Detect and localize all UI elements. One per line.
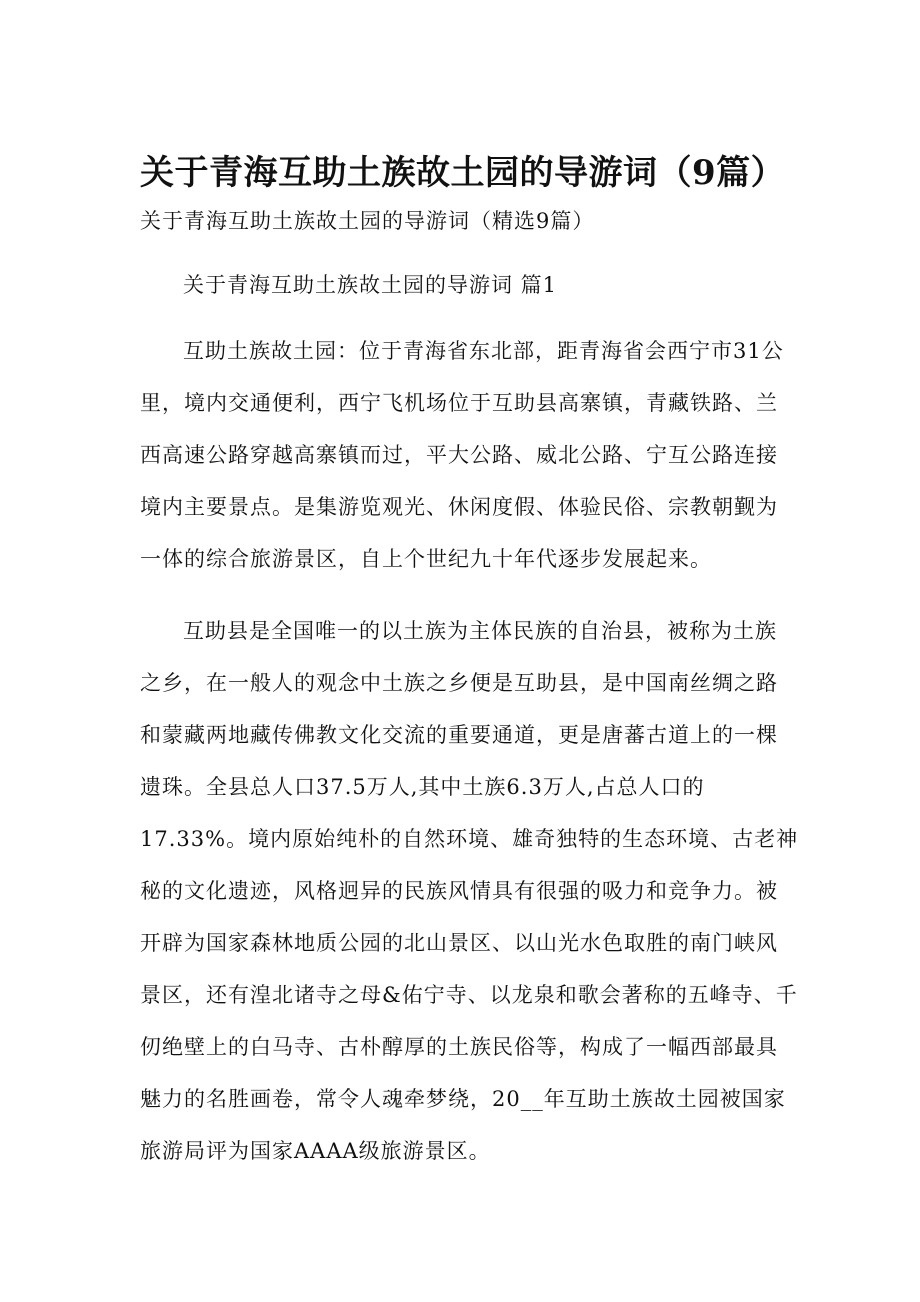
paragraph-county [140,605,799,1177]
paragraph-line: 秘的文化遗迹，风格迥异的民族风情具有很强的吸力和竞争力。被 [140,879,778,903]
paragraph-line: 境内主要景点。是集游览观光、休闲度假、体验民俗、宗教朝觐为 [140,495,778,519]
document-subtitle: 关于青海互助土族故土园的导游词（精选9篇） [140,209,595,233]
paragraph-line: 魅力的名胜画卷，常令人魂牵梦绕，20__年互助土族故土园被国家 [140,1087,786,1111]
paragraph-line: 一体的综合旅游景区，自上个世纪九十年代逐步发展起来。 [140,547,712,571]
paragraph-line: 仞绝壁上的白马寺、古朴醇厚的土族民俗等，构成了一幅西部最具 [140,1035,778,1059]
paragraph-line: 遗珠。全县总人口37.5万人,其中土族6.3万人,占总人口的 [140,775,705,799]
paragraph-line: 互助土族故土园：位于青海省东北部，距青海省会西宁市31公 [183,339,784,363]
paragraph-line: 西高速公路穿越高寨镇而过，平大公路、威北公路、宁互公路连接 [140,443,778,467]
paragraph-line: 开辟为国家森林地质公园的北山景区、以山光水色取胜的南门峡风 [140,931,778,955]
paragraph-line: 之乡，在一般人的观念中土族之乡便是互助县，是中国南丝绸之路 [140,671,778,695]
paragraph-line: 17.33%。境内原始纯朴的自然环境、雄奇独特的生态环境、古老神 [140,827,799,851]
paragraph-line: 景区，还有湟北诸寺之母&佑宁寺、以龙泉和歌会著称的五峰寺、千 [140,983,798,1007]
paragraph-line: 和蒙藏两地藏传佛教文化交流的重要通道，更是唐蕃古道上的一棵 [140,723,778,747]
paragraph-line: 互助县是全国唯一的以土族为主体民族的自治县，被称为土族 [183,619,777,643]
paragraph-line: 旅游局评为国家AAAA级旅游景区。 [140,1139,491,1163]
paragraph-line: 里，境内交通便利，西宁飞机场位于互助县高寨镇，青藏铁路、兰 [140,391,778,415]
section-heading: 关于青海互助土族故土园的导游词 篇1 [183,273,558,297]
paragraph-intro [140,325,784,585]
document-title: 关于青海互助土族故土园的导游词（9篇） [140,153,786,193]
